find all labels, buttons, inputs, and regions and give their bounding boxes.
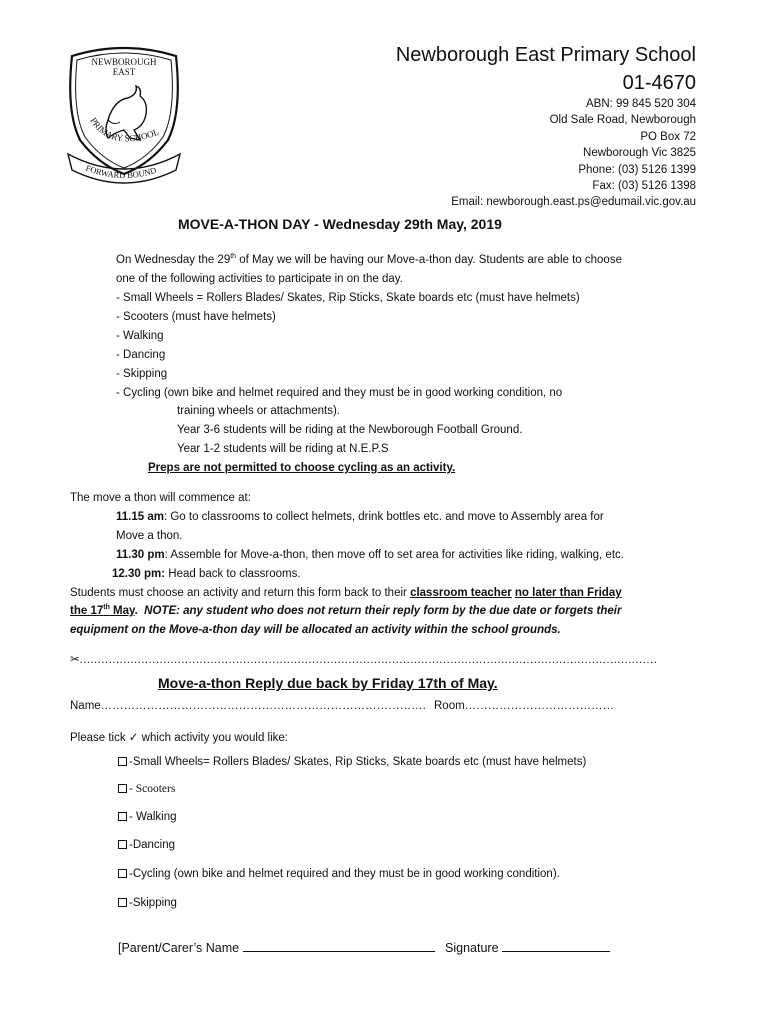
- logo-top-text: NEWBOROUGH: [91, 57, 157, 67]
- po-box: PO Box 72: [640, 130, 696, 143]
- email: Email: newborough.east.ps@edumail.vic.gov.au: [451, 196, 696, 209]
- school-name: Newborough East Primary School: [395, 44, 696, 66]
- tick-prompt: Please tick ✓ which activity you would like:: [70, 732, 289, 744]
- cycling-detail: training wheels or attachments).: [177, 405, 340, 417]
- contact-block: [451, 96, 696, 211]
- cycling-detail: Year 3-6 students will be riding at the Newborough Football Ground.: [177, 424, 523, 436]
- notice-line-3: equipment on the Move-a-thon day will be allocated an activity within the school grounds.: [70, 624, 561, 636]
- preps-note: Preps are not permitted to choose cycling as an activity.: [148, 462, 456, 474]
- checkbox[interactable]: [118, 812, 127, 821]
- checkbox[interactable]: [118, 869, 127, 878]
- abn: ABN: 99 845 520 304: [586, 98, 696, 110]
- name-field[interactable]: Name………………………………………………………………………….: [70, 700, 426, 712]
- activity-item: - Scooters (must have helmets): [116, 311, 276, 323]
- activity-item: - Skipping: [116, 368, 168, 380]
- parent-name-label: [Parent/Carer’s Name: [118, 941, 240, 955]
- checkbox[interactable]: [118, 757, 127, 766]
- activity-item: - Walking: [116, 330, 164, 342]
- option-skipping[interactable]: -Skipping: [118, 897, 177, 909]
- activity-item: - Small Wheels = Rollers Blades/ Skates, Rip Sticks, Skate boards etc (must have helmets): [116, 292, 580, 304]
- suburb: Newborough Vic 3825: [583, 147, 696, 160]
- phone: Phone: (03) 5126 1399: [578, 163, 696, 176]
- address-line: Old Sale Road, Newborough: [549, 114, 696, 127]
- checkbox[interactable]: [118, 898, 127, 907]
- schedule-item-3: 12.30 pm: Head back to classrooms.: [112, 568, 301, 580]
- schedule-item-1-cont: Move a thon.: [116, 530, 183, 542]
- option-small-wheels[interactable]: -Small Wheels= Rollers Blades/ Skates, Rip Sticks, Skate boards etc (must have helmets): [118, 756, 586, 768]
- schedule-intro: The move a thon will commence at:: [70, 492, 251, 504]
- option-walking[interactable]: - Walking: [118, 811, 177, 823]
- school-number: 01-4670: [622, 72, 696, 94]
- notice-line-1: Students must choose an activity and return this form back to their classroom teacher no later than Friday: [70, 587, 622, 599]
- notice-line-2: the 17th May. NOTE: any student who does not return their reply form by the due date or forgets their: [70, 604, 622, 617]
- reply-title: Move-a-thon Reply due back by Friday 17th of May.: [158, 675, 498, 691]
- cycling-detail: Year 1-2 students will be riding at N.E.P.S: [177, 443, 389, 455]
- logo-arc-text: PRIMARY SCHOOL: [88, 115, 161, 144]
- checkbox[interactable]: [118, 784, 127, 793]
- school-logo: [64, 42, 184, 188]
- intro-line-1: On Wednesday the 29th of May we will be having our Move-a-thon day. Students are able to choose: [116, 253, 622, 266]
- schedule-item-1: 11.15 am: Go to classrooms to collect helmets, drink bottles etc. and move to Assembly area for: [116, 511, 604, 523]
- activity-item: - Dancing: [116, 349, 166, 361]
- activity-item: - Cycling (own bike and helmet required and they must be in good working condition, no: [116, 387, 563, 399]
- option-cycling[interactable]: -Cycling (own bike and helmet required and they must be in good working condition).: [118, 868, 560, 880]
- intro-line-2: one of the following activities to participate in on the day.: [116, 273, 403, 285]
- signature-line[interactable]: [502, 940, 610, 952]
- event-title: MOVE-A-THON DAY - Wednesday 29th May, 2019: [178, 216, 502, 232]
- schedule-item-2: 11.30 pm: Assemble for Move-a-thon, then move off to set area for activities like riding, walking, etc.: [116, 549, 624, 561]
- logo-top-text-2: EAST: [112, 67, 136, 77]
- cut-line: ✂……………………………………………………………………………………………………………………………………………: [70, 654, 657, 666]
- logo-motto: FORWARD BOUND: [84, 162, 158, 181]
- option-scooters[interactable]: - Scooters: [118, 783, 175, 795]
- signature-row: [118, 940, 610, 955]
- checkbox[interactable]: [118, 840, 127, 849]
- parent-name-line[interactable]: [243, 940, 435, 952]
- fax: Fax: (03) 5126 1398: [592, 180, 696, 193]
- option-dancing[interactable]: -Dancing: [118, 839, 175, 851]
- signature-label: Signature: [445, 941, 499, 955]
- room-field[interactable]: Room…………………………………: [434, 700, 615, 712]
